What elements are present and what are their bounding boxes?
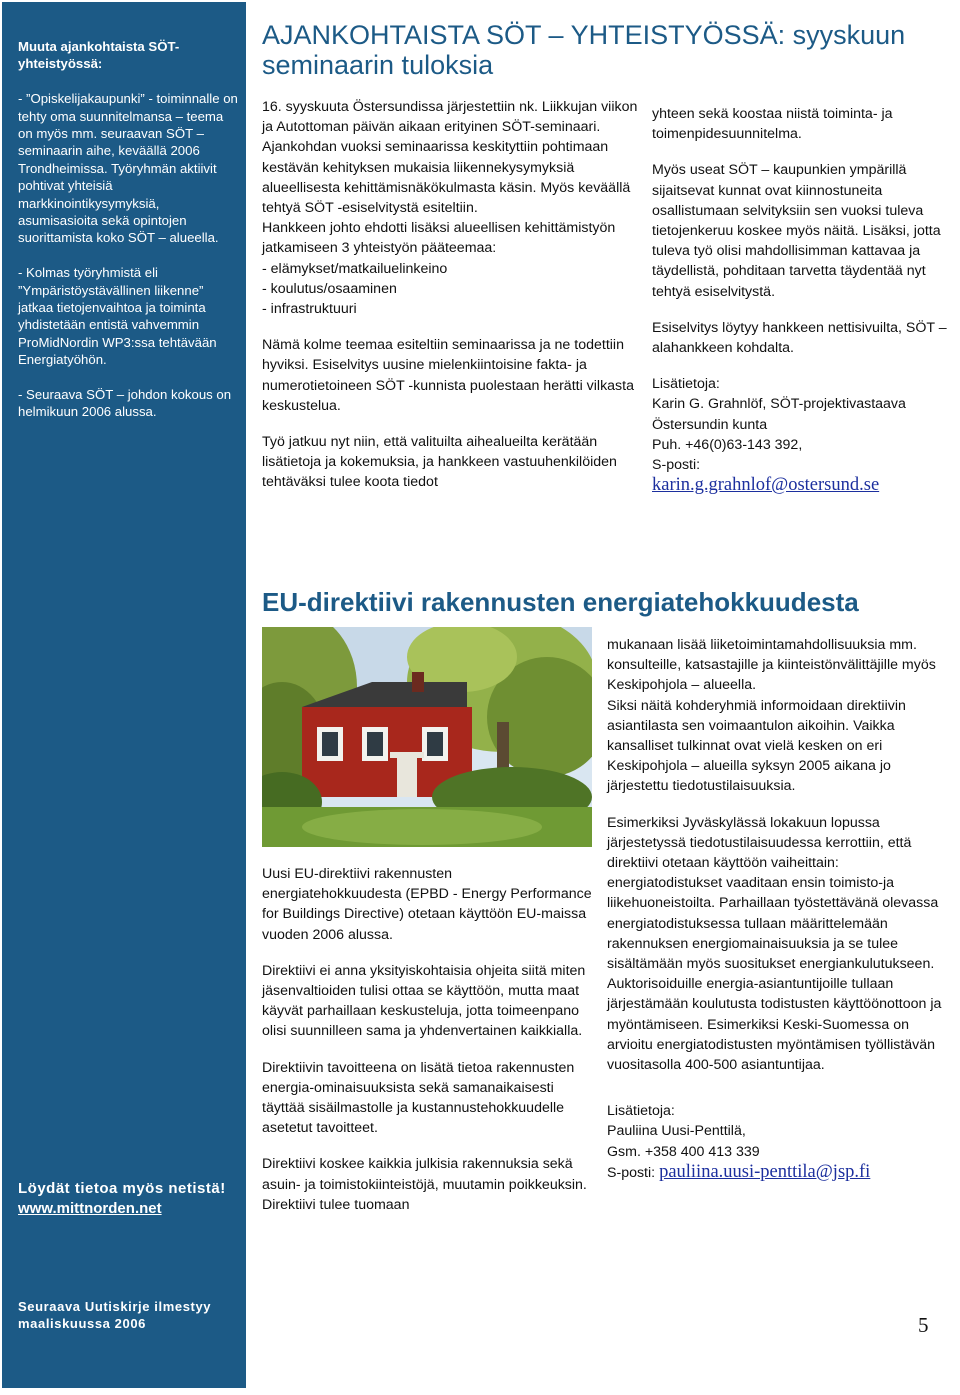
next-issue: Seuraava Uutiskirje ilmestyy maaliskuussa 2006 (18, 1299, 212, 1331)
sidebar-item: - Kolmas työryhmistä eli ”Ympäristöystävällinen liikenne” jatkaa tietojenvaihtoa ja toiminta yhdistetään entistä vahvemmin ProMidNordin WP3:ssa tehtävään Energiatyöhön. (18, 265, 217, 368)
contact-phone: Gsm. +358 400 413 339 (607, 1143, 760, 1160)
theme-item: - elämykset/matkailuelinkeino (262, 260, 448, 277)
web-link[interactable]: www.mittnorden.net (18, 1200, 162, 1217)
paragraph: Työ jatkuu nyt niin, että valituilta aihealueilta kerätään lisätietoja ja kokemuksia, ja hankkeen vastuuhenkilöiden tehtäväksi tulee koota tiedot (262, 434, 617, 491)
theme-item: - infrastruktuuri (262, 301, 357, 318)
article2-headline: EU-direktiivi rakennusten energiatehokkuudesta (262, 587, 859, 617)
sidebar-news (18, 38, 240, 421)
article2-col-right (607, 635, 953, 1183)
sidebar-next (18, 1298, 240, 1332)
paragraph: Nämä kolme teemaa esiteltiin seminaarissa ja ne todettiin hyviksi. Esiselvitys uusine mielenkiintoisine fakta- ja numerotietoineen SÖT -kunnista puolestaan herätti vilkasta keskustelua. (262, 337, 634, 414)
contact-email-link[interactable]: karin.g.grahnlof@ostersund.se (652, 475, 880, 496)
contact-email-label: S-posti: (652, 457, 701, 474)
paragraph: Direktiivin tavoitteena on lisätä tietoa rakennusten energia-ominaisuuksista sekä samanaikaisesti täyttää sisäilmastolle ja kustannustehokkuudelle asetetut tavoitteet. (262, 1059, 575, 1137)
paragraph: 16. syyskuuta Östersundissa järjestettiin nk. Liikkujan viikon ja Autottoman päivän aikaan erityinen SÖT-seminaari. Ajankohdan vuoksi seminaarissa keskityttiin pohtimaan kestävän kehityksen mukaisia liikennekysymyksiä alueellisesta kehittämisnäkökulmasta käsin. Myös keväällä tehtyä SÖT -esiselvitystä esiteltiin. (262, 99, 638, 217)
contact-org: Östersundin kunta (652, 416, 768, 433)
sidebar-item: - Seuraava SÖT – johdon kokous on helmikuun 2006 alussa. (18, 387, 232, 420)
paragraph: Myös useat SÖT – kaupunkien ympärillä sijaitsevat kunnat ovat kiinnostuneita osallistumaan selvityksiin sen vuoksi tuleva tietojenkeruu koskee myös näitä. Lisäksi, jotta tuleva työ olisi mahdollisimman kattavaa ja täydellistä, pohditaan tarvetta täydentää nyt tehtyä esiselvitystä. (652, 162, 941, 300)
contact-name: Karin G. Grahnlöf, SÖT-projektivastaava (652, 396, 906, 413)
red-house-illustration (262, 627, 592, 847)
paragraph: Direktiivi koskee kaikkia julkisia rakennuksia sekä asuin- ja toimistokiinteistöjä, muutamin poikkeuksin. Direktiivi tulee tuomaan (262, 1156, 587, 1213)
contact-label: Lisätietoja: (652, 376, 720, 393)
page-number: 5 (918, 1313, 929, 1337)
article1-col1 (262, 97, 640, 493)
contact-label: Lisätietoja: (607, 1103, 675, 1120)
house-photo (262, 627, 592, 847)
sidebar-item: - ”Opiskelijakaupunki” - toiminnalle on tehty oma suunnitelmansa – teema on myös mm. seuraavan SÖT – seminaarin aihe, keväällä 2006 Trondheimissa. Työryhmän aktiivit pohtivat yhteisiä markkinointikysymyksiä, asumisasioita sekä opintojen suorittamista koko SÖT – alueella. (18, 91, 238, 246)
sidebar-web (18, 1179, 240, 1219)
paragraph: Hankkeen johto ehdotti lisäksi alueellisen kehittämistyön jatkamiseen 3 yhteistyön pääteemaa: (262, 220, 616, 257)
article1-headline: AJANKOHTAISTA SÖT – YHTEISTYÖSSÄ: syyskuun seminaarin tuloksia (262, 20, 906, 80)
paragraph: Siksi näitä kohderyhmiä informoidaan direktiivin asiantilasta sen voimaantulon aikoihin. Vaikka kansalliset tulkinnat ovat vielä kesken on eri Keskipohjola – alueilla syksyn 2005 aikana jo järjestettu tiedotustilaisuuksia. (607, 697, 906, 795)
sidebar-title: Muuta ajankohtaista SÖT-yhteistyössä: (18, 39, 180, 72)
article1-col2 (652, 104, 952, 496)
contact-email-link[interactable]: pauliina.uusi-penttila@jsp.fi (659, 1161, 871, 1182)
contact-email-label: S-posti: (607, 1164, 656, 1181)
article2-col-left (262, 864, 592, 1215)
contact-phone: Puh. +46(0)63-143 392, (652, 436, 803, 453)
sidebar (2, 2, 246, 1388)
paragraph: Uusi EU-direktiivi rakennusten energiatehokkuudesta (EPBD - Energy Performance for Buildings Directive) otetaan käyttöön EU-maissa vuoden 2006 alussa. (262, 866, 592, 943)
paragraph: Direktiivi ei anna yksityiskohtaisia ohjeita siitä miten jäsenvaltioiden tulisi ottaa se käyttöön, mutta maat käyvät parhaillaan keskusteluja, jotta toimeenpano olisi suunnilleen sama ja yhdenvertainen kaikkialla. (262, 962, 586, 1040)
paragraph: Esimerkiksi Jyväskylässä lokakuun lopussa järjestetyssä tiedotustilaisuudessa kerrottiin, että direktiivi otetaan käyttöön vaiheittain: energiatodistukset vaaditaan ensin toimisto-ja liikehuoneistoilta. Parhaillaan työstettävänä olevassa energiatodistuksessa tullaan määrittelemään rakennuksen energiomainaisuuksia ja se tulee sisältämään myös suositukset energiankulutukseen. Auktorisoiduille energia-asiantuntijoille tullaan järjestämään koulutusta todistusten käyttöönottoon ja myöntämiseen. Esimerkiksi Keski-Suomessa on arvioitu energiatodistusten myöntämisen työllistävän vuositasolla 400-500 asiantuntijaa. (607, 814, 942, 1074)
contact-name: Pauliina Uusi-Penttilä, (607, 1123, 746, 1140)
theme-item: - koulutus/osaaminen (262, 280, 397, 297)
paragraph: yhteen sekä koostaa niistä toiminta- ja toimenpidesuunnitelma. (652, 106, 893, 143)
paragraph: mukanaan lisää liiketoimintamahdollisuuksia mm. konsulteille, katsastajille ja kiinteistönvälittäjille myös Keskipohjola – alueella. (607, 637, 936, 694)
paragraph: Esiselvitys löytyy hankkeen nettisivuilta, SÖT – alahankkeen kohdalta. (652, 319, 947, 357)
web-heading: Löydät tietoa myös netistä! (18, 1180, 226, 1197)
